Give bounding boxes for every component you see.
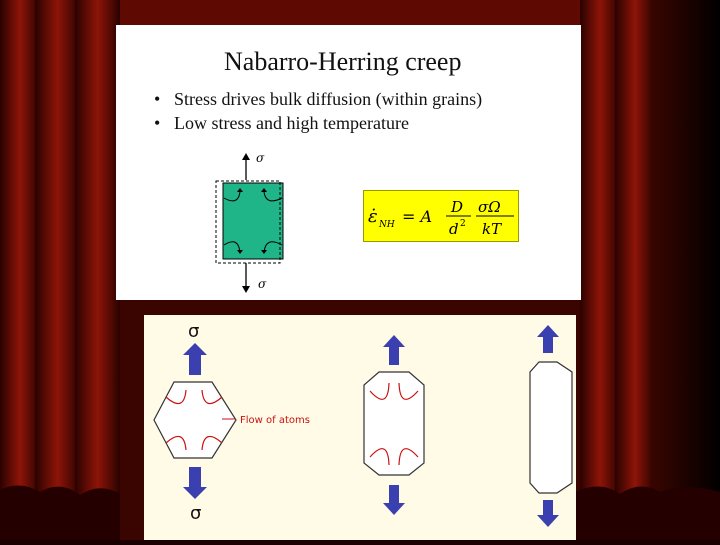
tension-arrow-down <box>183 467 207 499</box>
strain-rate-symbol: ε̇ <box>368 206 378 227</box>
bottom-figure-panel <box>144 315 576 540</box>
sigma-bottom-label: σ <box>190 503 202 524</box>
tension-arrow-up <box>537 325 559 353</box>
grain-diagram <box>206 150 296 300</box>
frac1-numerator: D <box>451 198 464 216</box>
equals-coefficient: = A <box>402 207 433 226</box>
sigma-top-label: σ <box>188 321 200 342</box>
frac2-numerator: σΩ <box>478 198 501 216</box>
curtain-hem <box>0 485 120 540</box>
strain-rate-subscript: NH <box>379 220 395 230</box>
creep-rate-formula <box>363 190 519 242</box>
sigma-top-label: σ <box>256 151 265 165</box>
elongated-grain <box>364 372 424 475</box>
frac2-denominator: kT <box>482 220 502 238</box>
frac1-denominator: d <box>449 220 459 238</box>
fully-elongated-grain <box>530 362 572 493</box>
flow-of-atoms-label: Flow of atoms <box>240 415 310 426</box>
tension-arrow-up <box>183 343 207 375</box>
sigma-bottom-label: σ <box>258 277 267 291</box>
hexagonal-grain <box>154 382 236 458</box>
grain-body <box>223 183 283 259</box>
frac1-exponent: 2 <box>460 219 466 229</box>
tension-arrow-down <box>537 500 559 527</box>
grain-elongation-sequence <box>144 315 576 540</box>
bullet-list <box>154 87 482 135</box>
slide-title: Nabarro-Herring creep <box>224 47 462 76</box>
tension-arrow-up <box>383 335 405 365</box>
bullet-item: • Low stress and high temperature <box>154 111 482 135</box>
bullet-item: • Stress drives bulk diffusion (within grains) <box>154 87 482 111</box>
top-slide-panel <box>116 25 581 300</box>
tension-arrow-down <box>383 485 405 515</box>
